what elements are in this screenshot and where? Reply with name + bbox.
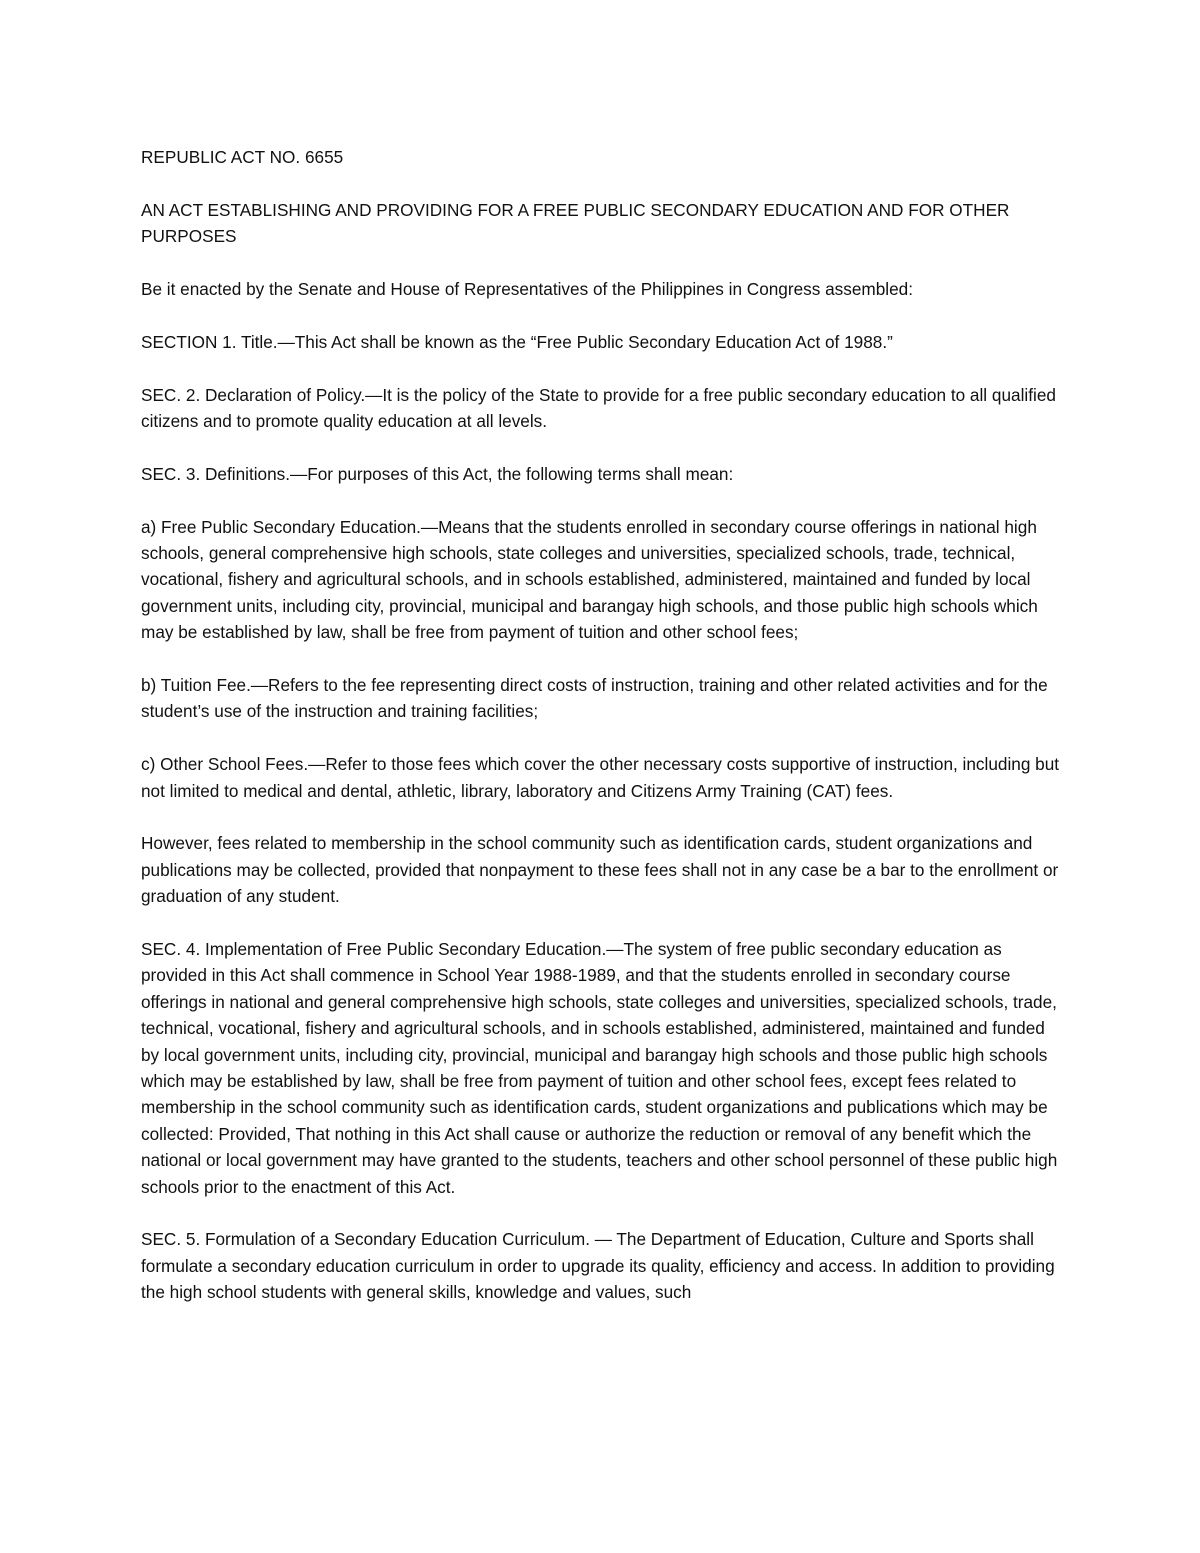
section-4: SEC. 4. Implementation of Free Public Secondary Education.—The system of free public secondary education as provided in this Act shall commence in School Year 1988-1989, and that the students enrolled in secondary course offerings in national and general comprehensive high schools, state colleges and universities, specialized schools, trade, technical, vocational, fishery and agricultural schools, and in schools established, administered, maintained and funded by local government units, including city, provincial, municipal and barangay high schools and those public high schools which may be established by law, shall be free from payment of tuition and other school fees, except fees related to membership in the school community such as identification cards, student organizations and publications which may be collected: Provided, That nothing in this Act shall cause or authorize the reduction or removal of any benefit which the national or local government may have granted to the students, teachers and other school personnel of these public high schools prior to the enactment of this Act.	[141, 939, 1058, 1197]
section-1: SECTION 1. Title.—This Act shall be known as the “Free Public Secondary Education Act of 1988.”	[141, 331, 893, 352]
definition-a: a) Free Public Secondary Education.—Means that the students enrolled in secondary course offerings in national high schools, general comprehensive high schools, state colleges and universities, specialized schools, trade, technical, vocational, fishery and agricultural schools, and in schools established, administered, maintained and funded by local government units, including city, provincial, municipal and barangay high schools, and those public high schools which may be established by law, shall be free from payment of tuition and other school fees;	[141, 516, 1038, 643]
section-5: SEC. 5. Formulation of a Secondary Education Curriculum. — The Department of Education, Culture and Sports shall formulate a secondary education curriculum in order to upgrade its quality, efficiency and access. In addition to providing the high school students with general skills, knowledge and values, such	[141, 1229, 1055, 1303]
section-2: SEC. 2. Declaration of Policy.—It is the policy of the State to provide for a free public secondary education to all qualified citizens and to promote quality education at all levels.	[141, 384, 1056, 431]
section-3: SEC. 3. Definitions.—For purposes of this Act, the following terms shall mean:	[141, 463, 734, 484]
document-body	[141, 144, 1066, 1332]
act-title: AN ACT ESTABLISHING AND PROVIDING FOR A FREE PUBLIC SECONDARY EDUCATION AND FOR OTHER PURPOSES	[141, 199, 1010, 247]
definition-b: b) Tuition Fee.—Refers to the fee representing direct costs of instruction, training and other related activities and for the student’s use of the instruction and training facilities;	[141, 675, 1048, 722]
proviso-paragraph: However, fees related to membership in the school community such as identification cards, student organizations and publications may be collected, provided that nonpayment to these fees shall not in any case be a bar to the enrollment or graduation of any student.	[141, 833, 1059, 907]
enacting-clause: Be it enacted by the Senate and House of Representatives of the Philippines in Congress assembled:	[141, 279, 914, 299]
definition-c: c) Other School Fees.—Refer to those fees which cover the other necessary costs supportive of instruction, including but not limited to medical and dental, athletic, library, laboratory and Citizens Army Training (CAT) fees.	[141, 754, 1060, 801]
act-number: REPUBLIC ACT NO. 6655	[141, 147, 344, 167]
